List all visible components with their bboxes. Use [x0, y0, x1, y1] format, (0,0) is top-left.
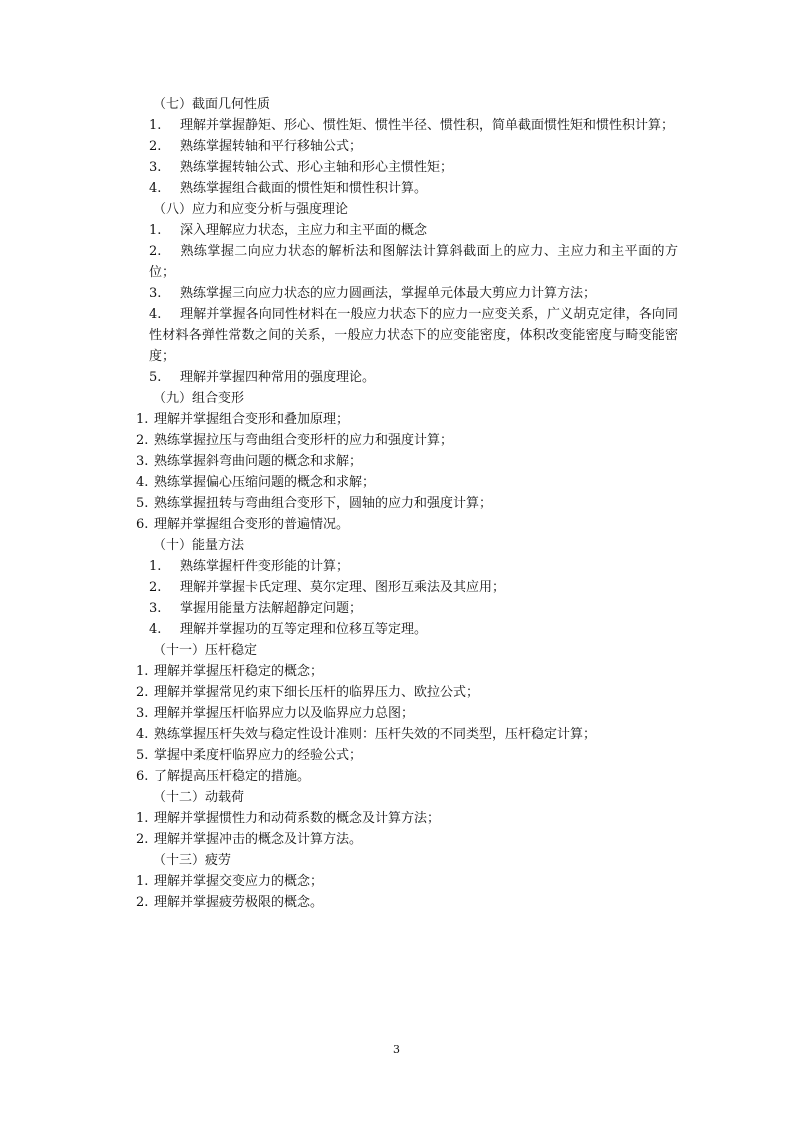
list-item: [118, 115, 678, 136]
item-text: 理解并掌握卡氏定理、莫尔定理、图形互乘法及其应用；: [180, 580, 506, 595]
item-number: 1.: [149, 559, 162, 574]
list-item: [118, 304, 678, 367]
list-item: [118, 619, 678, 640]
list-item: [118, 682, 678, 703]
item-number: 3.: [136, 454, 149, 469]
list-item: [118, 451, 678, 472]
item-number: 3.: [149, 601, 162, 616]
item-number: 4.: [136, 727, 149, 742]
list-item: [118, 871, 678, 892]
list-item: [118, 178, 678, 199]
item-text: 熟练掌握二向应力状态的解析法和图解法计算斜截面上的应力、主应力和主平面的方位；: [149, 244, 678, 280]
item-number: 3.: [149, 286, 162, 301]
item-text: 掌握用能量方法解超静定问题；: [180, 601, 363, 616]
item-number: 5.: [136, 496, 149, 511]
list-item: [118, 409, 678, 430]
item-text: 理解并掌握四种常用的强度理论。: [180, 370, 376, 385]
item-number: 2.: [149, 139, 162, 154]
list-item: [118, 283, 678, 304]
list-item: [118, 493, 678, 514]
item-number: 2.: [136, 433, 149, 448]
section-heading: （十一）压杆稳定: [153, 643, 258, 658]
item-number: 1.: [136, 811, 149, 826]
item-number: 2.: [149, 580, 162, 595]
list-item: [118, 577, 678, 598]
list-item: [118, 367, 678, 388]
section-heading: （七）截面几何性质: [153, 97, 271, 112]
item-number: 4.: [149, 307, 162, 322]
item-text: 理解并掌握组合变形和叠加原理；: [154, 412, 350, 427]
item-text: 熟练掌握组合截面的惯性矩和惯性积计算。: [180, 181, 428, 196]
item-number: 3.: [136, 706, 149, 721]
item-text: 熟练掌握斜弯曲问题的概念和求解；: [154, 454, 363, 469]
item-text: 熟练掌握转轴和平行移轴公式；: [180, 139, 363, 154]
list-item: [118, 745, 678, 766]
list-item: [118, 703, 678, 724]
item-text: 熟练掌握杆件变形能的计算；: [180, 559, 350, 574]
section-heading: （十二）动载荷: [153, 790, 245, 805]
list-item: [118, 892, 678, 913]
list-item: [118, 514, 678, 535]
item-text: 理解并掌握交变应力的概念；: [154, 874, 324, 889]
list-item: [118, 766, 678, 787]
item-text: 理解并掌握静矩、形心、惯性矩、惯性半径、惯性积，简单截面惯性矩和惯性积计算；: [180, 118, 675, 133]
item-text: 熟练掌握偏心压缩问题的概念和求解；: [154, 475, 376, 490]
item-text: 熟练掌握拉压与弯曲组合变形杆的应力和强度计算；: [154, 433, 454, 448]
item-number: 2.: [136, 832, 149, 847]
item-number: 6.: [136, 769, 149, 784]
item-number: 6.: [136, 517, 149, 532]
list-item: [118, 808, 678, 829]
item-text: 掌握中柔度杆临界应力的经验公式；: [154, 748, 363, 763]
item-text: 理解并掌握组合变形的普遍情况。: [154, 517, 350, 532]
item-number: 2.: [149, 244, 162, 259]
list-item: [118, 472, 678, 493]
item-text: 熟练掌握三向应力状态的应力圆画法，掌握单元体最大剪应力计算方法；: [180, 286, 597, 301]
item-text: 熟练掌握转轴公式、形心主轴和形心主惯性矩；: [180, 160, 454, 175]
item-text: 理解并掌握冲击的概念及计算方法。: [154, 832, 363, 847]
item-text: 了解提高压杆稳定的措施。: [154, 769, 311, 784]
item-text: 理解并掌握惯性力和动荷系数的概念及计算方法；: [154, 811, 441, 826]
item-number: 5.: [136, 748, 149, 763]
item-text: 理解并掌握功的互等定理和位移互等定理。: [180, 622, 428, 637]
item-number: 2.: [136, 895, 149, 910]
document-body: [118, 94, 678, 913]
page-number: 3: [393, 1043, 400, 1056]
section-heading: （八）应力和应变分析与强度理论: [153, 202, 349, 217]
item-number: 3.: [149, 160, 162, 175]
section-heading: （十）能量方法: [153, 538, 245, 553]
list-item: [118, 661, 678, 682]
item-number: 1.: [149, 118, 162, 133]
item-number: 1.: [136, 874, 149, 889]
item-text: 理解并掌握各向同性材料在一般应力状态下的应力一应变关系，广义胡克定律，各向同性材料各弹性常数之间的关系，一般应力状态下的应变能密度，体积改变能密度与畸变能密度；: [149, 307, 678, 364]
list-item: [118, 241, 678, 283]
item-text: 理解并掌握疲劳极限的概念。: [154, 895, 324, 910]
item-number: 4.: [149, 622, 162, 637]
section-heading: （十三）疲劳: [153, 853, 232, 868]
item-text: 熟练掌握压杆失效与稳定性设计准则：压杆失效的不同类型，压杆稳定计算；: [154, 727, 597, 742]
list-item: [118, 556, 678, 577]
item-number: 1.: [136, 412, 149, 427]
item-number: 4.: [149, 181, 162, 196]
section-heading: （九）组合变形: [153, 391, 245, 406]
list-item: [118, 430, 678, 451]
list-item: [118, 136, 678, 157]
item-text: 深入理解应力状态，主应力和主平面的概念: [180, 223, 428, 238]
item-text: 理解并掌握常见约束下细长压杆的临界压力、欧拉公式；: [154, 685, 480, 700]
list-item: [118, 724, 678, 745]
item-number: 5.: [149, 370, 162, 385]
item-text: 理解并掌握压杆稳定的概念；: [154, 664, 324, 679]
item-number: 2.: [136, 685, 149, 700]
item-text: 熟练掌握扭转与弯曲组合变形下，圆轴的应力和强度计算；: [154, 496, 493, 511]
item-text: 理解并掌握压杆临界应力以及临界应力总图；: [154, 706, 415, 721]
list-item: [118, 220, 678, 241]
list-item: [118, 157, 678, 178]
list-item: [118, 598, 678, 619]
list-item: [118, 829, 678, 850]
item-number: 1.: [149, 223, 162, 238]
item-number: 4.: [136, 475, 149, 490]
item-number: 1.: [136, 664, 149, 679]
